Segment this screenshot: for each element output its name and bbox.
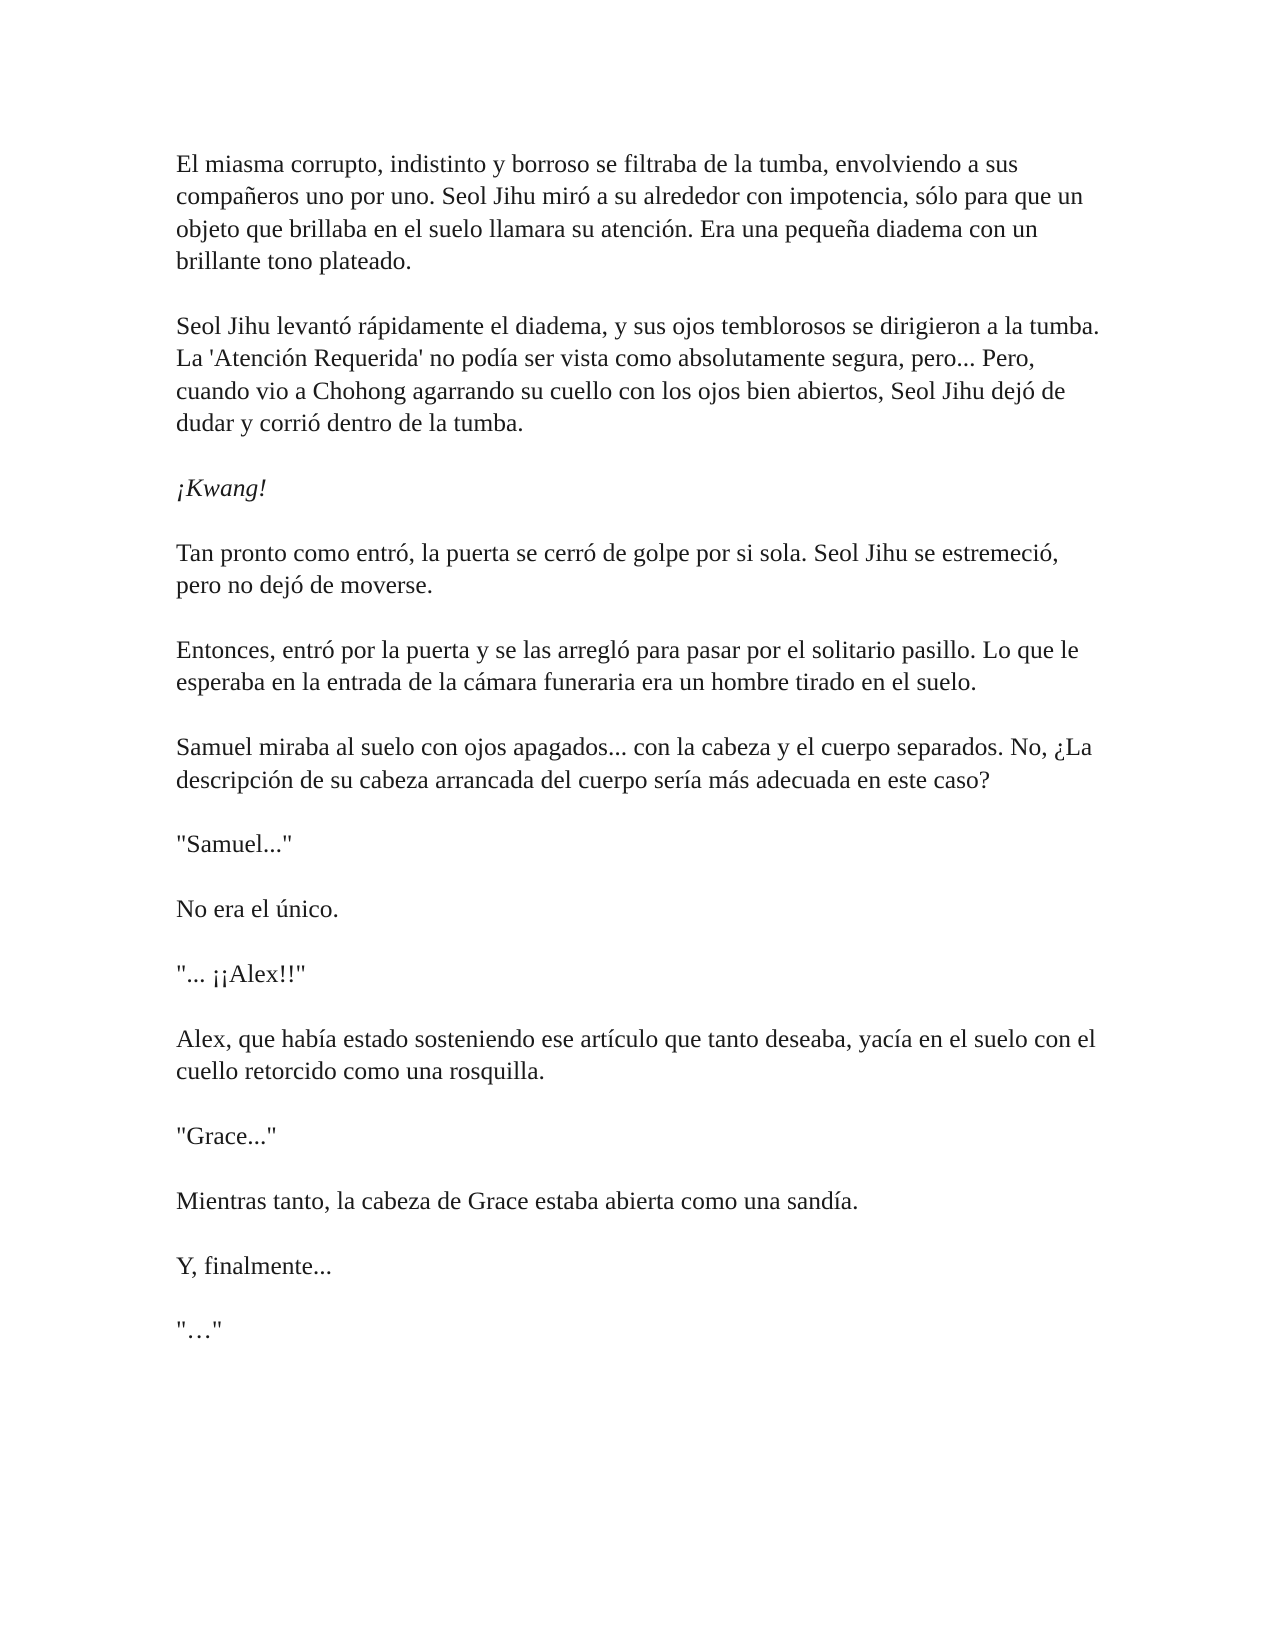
paragraph-9-dialogue: "... ¡¡Alex!!"	[176, 959, 306, 989]
paragraph-8: No era el único.	[176, 894, 339, 924]
paragraph-6: Samuel miraba al suelo con ojos apagados... con la cabeza y el cuerpo separados. No, ¿La descripción de su cabeza arrancada del cuerpo sería más adecuada en este caso?	[176, 732, 1093, 794]
paragraph-12: Mientras tanto, la cabeza de Grace estaba abierta como una sandía.	[176, 1185, 859, 1215]
paragraph-4: Tan pronto como entró, la puerta se cerró de golpe por si sola. Seol Jihu se estremeció, pero no dejó de moverse.	[176, 537, 1059, 600]
paragraph-7-dialogue: "Samuel..."	[176, 829, 293, 859]
paragraph-1: El miasma corrupto, indistinto y borroso se filtraba de la tumba, envolviendo a sus compañeros uno por uno. Seol Jihu miró a su alrededor con impotencia, sólo para que un objeto que brillaba en el suelo llamara su atención. Era una pequeña diadema con un brillante tono plateado.	[176, 149, 1084, 276]
paragraph-5: Entonces, entró por la puerta y se las arregló para pasar por el solitario pasillo. Lo que le esperaba en la entrada de la cámara funeraria era un hombre tirado en el suelo.	[176, 635, 1079, 697]
paragraph-11-dialogue: "Grace..."	[176, 1121, 277, 1151]
paragraph-2: Seol Jihu levantó rápidamente el diadema, y sus ojos temblorosos se dirigieron a la tumba. La 'Atención Requerida' no podía ser vista como absolutamente segura, pero... Pero, cuando vio a Chohong agarrando su cuello con los ojos bien abiertos, Seol Jihu dejó de dudar y corrió dentro de la tumba.	[176, 311, 1100, 438]
paragraph-3-sound-effect: ¡Kwang!	[176, 473, 267, 503]
paragraph-10: Alex, que había estado sosteniendo ese artículo que tanto deseaba, yacía en el suelo con el cuello retorcido como una rosquilla.	[176, 1023, 1096, 1086]
document-body	[176, 148, 1106, 1379]
paragraph-14-dialogue: "…"	[176, 1315, 223, 1345]
paragraph-13: Y, finalmente...	[176, 1250, 333, 1280]
